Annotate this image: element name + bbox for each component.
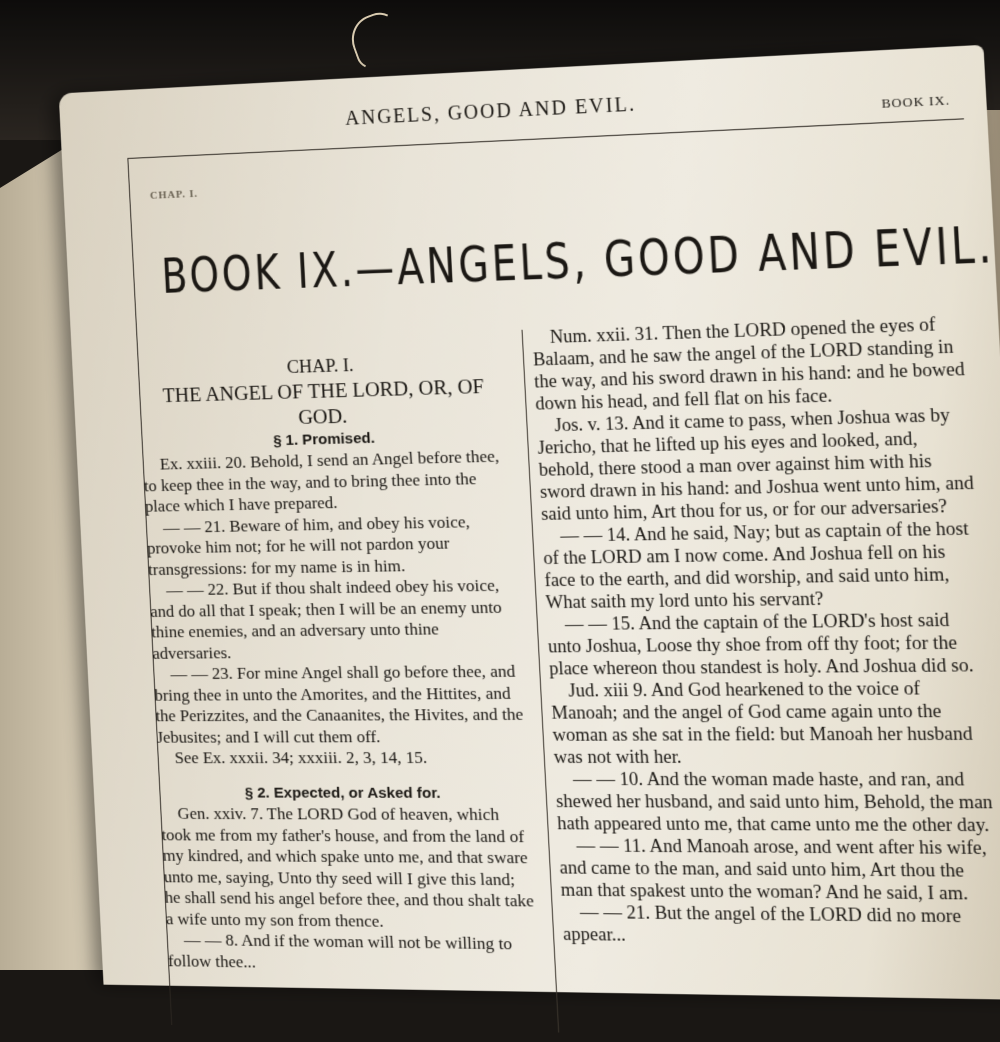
verse-paragraph: — — 21. But the angel of the LORD did no more appear... [562, 902, 962, 946]
verse-paragraph: Ex. xxiii. 20. Behold, I send an Angel before thee, to keep thee in the way, and to bring thee into the place which I have prepared. [143, 445, 500, 516]
verse-paragraph: — — 21. Beware of him, and obey his voice, provoke him not; for he will not pardon your transgressions: for my name is in him. [146, 510, 471, 579]
left-column [138, 350, 540, 976]
section-heading-1: § 1. Promised. [272, 429, 376, 449]
verse-paragraph: — — 15. And the captain of the LORD's host said unto Joshua, Loose thy shoe from off thy foot; for the place whereon thou standest is holy. And Joshua did so. [547, 610, 975, 680]
cross-reference: See Ex. xxxii. 34; xxxiii. 2, 3, 14, 15. [174, 747, 428, 768]
verse-paragraph: Gen. xxiv. 7. The LORD God of heaven, which took me from my father's house, and from the land of my kindred, and which spake unto me, and that sware unto me, saying, Unto thy seed will I give this land; he shall send his angel before thee, and thou shalt take a wife unto my son from thence. [161, 803, 535, 931]
verse-paragraph: Num. xxii. 31. Then the LORD opened the eyes of Balaam, and he saw the angel of the LORD standing in the way, and his sword drawn in his hand: and he bowed down his head, and fell flat on his face. [532, 315, 966, 415]
verse-paragraph: — — 10. And the woman made haste, and ran, and shewed her husband, and said unto him, Behold, the man hath appeared unto me, that came unto me the other day. [555, 769, 994, 837]
verse-paragraph: Jos. v. 13. And it came to pass, when Joshua was by Jericho, that he lifted up his eyes and looked, and, behold, there stood a man over against him with his sword drawn in his hand: and Joshua went unto him, and said unto him, Art thou for us, or for our adversaries? [537, 405, 975, 525]
book-title: BOOK IX.—ANGELS, GOOD AND EVIL. [160, 214, 996, 306]
chapter-title: THE ANGEL OF THE LORD, OR, OF GOD. [162, 373, 485, 429]
running-book-label: BOOK IX. [881, 92, 951, 111]
spacer [158, 768, 529, 782]
verse-paragraph: — — 14. And he said, Nay; but as captain of the host of the LORD am I now come. And Joshua fell on his face to the earth, and did worship, and said unto him, What saith my lord unto his servant? [542, 519, 970, 614]
book-page [59, 45, 1000, 1000]
running-head: ANGELS, GOOD AND EVIL. [344, 93, 637, 130]
verse-paragraph: — — 8. And if the woman will not be willing to follow thee... [167, 929, 513, 971]
verse-paragraph: — — 23. For mine Angel shall go before thee, and bring thee in unto the Amorites, and the Hittites, and the Perizzites, and the Canaanites, the Hivites, and the Jebusites; and I will cut them off. [154, 660, 524, 747]
section-heading-2: § 2. Expected, or Asked for. [244, 784, 441, 802]
verse-paragraph: Jud. xiii 9. And God hearkened to the voice of Manoah; and the angel of God came again unto the woman as she sat in the field: but Manoah her husband was not with her. [551, 679, 974, 768]
verse-paragraph: — — 22. But if thou shalt indeed obey his voice, and do all that I speak; then I will be an enemy unto thine enemies, and an adversary unto thine adversaries. [149, 574, 503, 663]
chapter-mark: CHAP. I. [149, 187, 199, 202]
verse-paragraph: — — 11. And Manoah arose, and went after his wife, and came to the man, and said unto him, Art thou the man that spakest unto the woman? And he said, I am. [559, 836, 988, 905]
chapter-heading: CHAP. I. [286, 355, 355, 378]
right-column [531, 313, 1000, 952]
